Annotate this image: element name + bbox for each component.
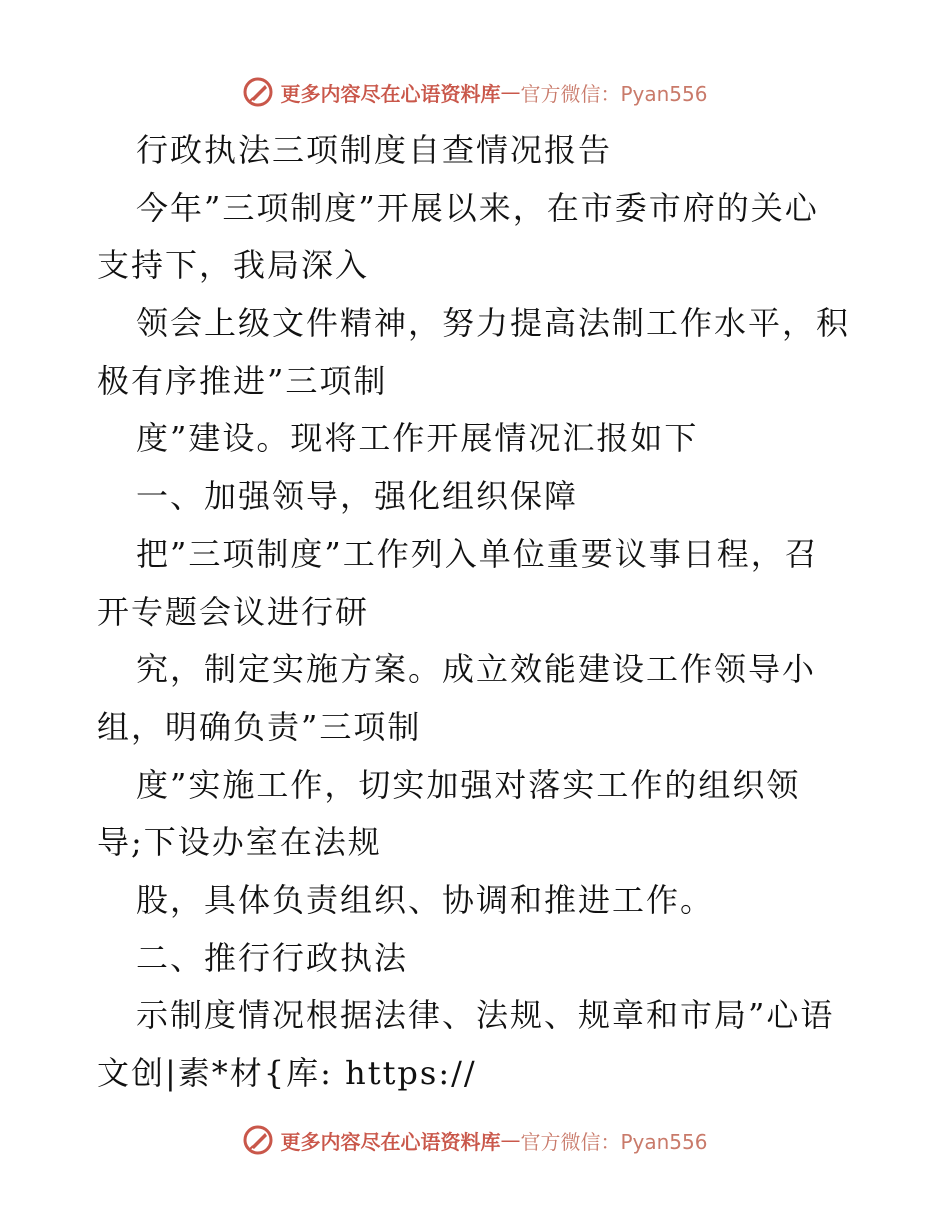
text-line: 导;下设办室在法规 bbox=[97, 823, 382, 862]
watermark-dash: — bbox=[500, 80, 521, 104]
footer-watermark bbox=[0, 1120, 950, 1160]
text-line: 度”实施工作，切实加强对落实工作的组织领 bbox=[136, 765, 801, 804]
text-line: 把”三项制度”工作列入单位重要议事日程，召 bbox=[136, 534, 819, 573]
text-line: 支持下，我局深入 bbox=[97, 246, 370, 285]
watermark-dash: — bbox=[500, 1128, 521, 1152]
quill-logo-icon bbox=[242, 76, 274, 108]
quill-logo-icon bbox=[242, 1124, 274, 1156]
header-watermark bbox=[0, 72, 950, 112]
watermark-wechat: 官方微信：Pyan556 bbox=[520, 81, 708, 106]
text-line: 行政执法三项制度自查情况报告 bbox=[136, 131, 613, 169]
text-line: 一、加强领导，强化组织保障 bbox=[136, 477, 579, 516]
text-line: 示制度情况根据法律、法规、规章和市局”心语 bbox=[136, 996, 835, 1035]
watermark-brand: 更多内容尽在心语资料库 bbox=[280, 81, 501, 106]
text-line: 股，具体负责组织、协调和推进工作。 bbox=[136, 880, 715, 919]
text-line: 开专题会议进行研 bbox=[97, 592, 370, 631]
watermark-wechat: 官方微信：Pyan556 bbox=[520, 1129, 708, 1154]
text-line: 领会上级文件精神，努力提高法制工作水平，积 bbox=[136, 304, 851, 343]
text-line: 究，制定实施方案。成立效能建设工作领导小 bbox=[136, 650, 817, 689]
watermark-brand: 更多内容尽在心语资料库 bbox=[280, 1129, 501, 1154]
text-line: 文创|素*材{库: https:// bbox=[97, 1054, 477, 1092]
document-body bbox=[97, 122, 867, 1103]
text-line: 二、推行行政执法 bbox=[136, 938, 409, 977]
text-line: 度”建设。现将工作开展情况汇报如下 bbox=[136, 419, 699, 458]
text-line: 组，明确负责”三项制 bbox=[97, 707, 422, 746]
text-line: 今年”三项制度”开展以来，在市委市府的关心 bbox=[136, 188, 819, 227]
text-line: 极有序推进”三项制 bbox=[97, 361, 388, 400]
